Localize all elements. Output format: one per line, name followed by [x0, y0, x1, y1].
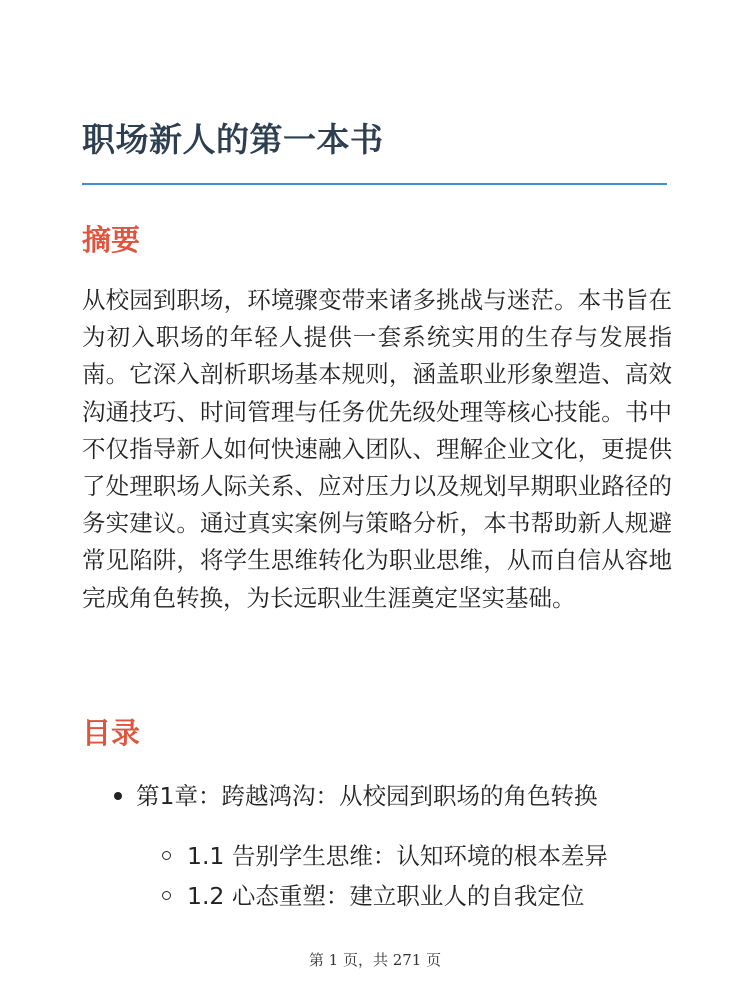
book-title: 职场新人的第一本书	[82, 120, 384, 159]
toc-chapter-item	[114, 778, 597, 814]
page-number-footer: 第 1 页，共 271 页	[308, 951, 442, 969]
bullet-disc-icon	[114, 792, 122, 800]
toc-section-label: 1.2 心态重塑：建立职业人的自我定位	[187, 882, 585, 910]
toc-section-label: 1.1 告别学生思维：认知环境的根本差异	[187, 842, 608, 870]
abstract-heading: 摘要	[82, 223, 141, 257]
bullet-circle-icon	[162, 891, 171, 900]
title-divider	[82, 183, 667, 185]
toc-section-item	[162, 878, 584, 914]
bullet-circle-icon	[162, 851, 171, 860]
abstract-body: 从校园到职场，环境骤变带来诸多挑战与迷茫。本书旨在为初入职场的年轻人提供一套系统实用的生存与发展指南。它深入剖析职场基本规则，涵盖职业形象塑造、高效沟通技巧、时间管理与任务优先级处理等核心技能。书中不仅指导新人如何快速融入团队、理解企业文化，更提供了处理职场人际关系、应对压力以及规划早期职业路径的务实建议。通过真实案例与策略分析，本书帮助新人规避常见陷阱，将学生思维转化为职业思维，从而自信从容地完成角色转换，为长远职业生涯奠定坚实基础。	[82, 286, 672, 612]
toc-heading: 目录	[82, 716, 141, 750]
toc-chapter-label: 第1章：跨越鸿沟：从校园到职场的角色转换	[136, 782, 598, 810]
toc-section-item	[162, 838, 608, 874]
